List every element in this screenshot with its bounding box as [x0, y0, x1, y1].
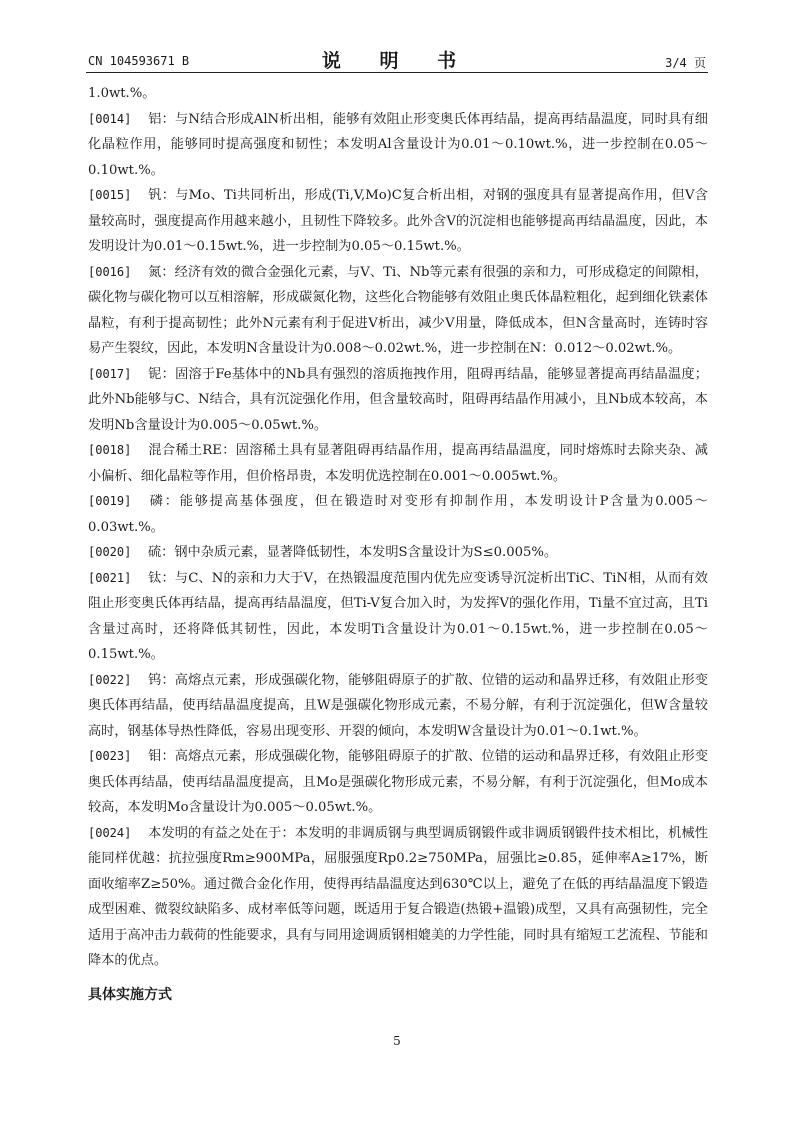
paragraph-text: 硫：钢中杂质元素，显著降低韧性，本发明S含量设计为S≤0.005%。 [148, 545, 558, 560]
paragraph-0024 [88, 821, 708, 974]
header-rule [86, 72, 708, 73]
paragraph-number: [0017] [88, 366, 132, 381]
paragraph-0023 [88, 744, 708, 821]
page-number: 5 [393, 1034, 401, 1048]
page-count: 3/4 页 [665, 56, 706, 70]
page-header [88, 42, 706, 72]
paragraph-text: 铝：与N结合形成AlN析出相，能够有效阻止形变奥氏体再结晶，提高再结晶温度，同时具有细化晶粒作用，能够同时提高强度和韧性；本发明Al含量设计为0.01～0.10wt.%，进一步控制在0.05～0.10wt.%。 [88, 111, 708, 178]
paragraph-number: [0023] [88, 749, 132, 763]
paragraph-0016 [88, 260, 708, 362]
paragraph-0019 [88, 489, 708, 540]
paragraph-number: [0018] [88, 443, 132, 457]
paragraph-0021 [88, 566, 708, 668]
paragraph-text: 混合稀土RE：固溶稀土具有显著阻碍再结晶作用，提高再结晶温度，同时熔炼时去除夹杂、减小偏析、细化晶粒等作用，但价格昂贵，本发明优选控制在0.001～0.005wt.%。 [88, 443, 708, 484]
paragraph-number: [0022] [88, 672, 132, 687]
paragraph-number: [0014] [88, 111, 132, 126]
paragraph-text: 钨：高熔点元素，形成强碳化物，能够阻碍原子的扩散、位错的运动和晶界迁移，有效阻止形变奥氏体再结晶，使再结晶温度提高，且W是强碳化物形成元素，不易分解，有利于沉淀强化，但W含量较高时，钢基体导热性降低，容易出现变形、开裂的倾向，本发明W含量设计为0.01～0.1wt.%。 [88, 672, 708, 739]
paragraph-0018 [88, 438, 708, 489]
paragraph-number: [0020] [88, 545, 132, 559]
paragraph-0022 [88, 668, 708, 745]
paragraph-text: 氮：经济有效的微合金强化元素，与V、Ti、Nb等元素有很强的亲和力，可形成稳定的间隙相，碳化物与碳化物可以互相溶解，形成碳氮化物，这些化合物能够有效阻止奥氏体晶粒粗化，起到细化铁素体晶粒，有利于提高韧性；此外N元素有利于促进V析出，减少V用量，降低成本，但N含量高时，连铸时容易产生裂纹，因此，本发明N含量设计为0.008～0.02wt.%，进一步控制在N：0.012～0.02wt.%。 [88, 264, 708, 356]
paragraph-0014 [88, 107, 708, 184]
paragraph-text: 钒：与Mo、Ti共同析出，形成(Ti,V,Mo)C复合析出相，对钢的强度具有显著提高作用，但V含量较高时，强度提高作用越来越小，且韧性下降较多。此外含V的沉淀相也能够提高再结晶温度，因此，本发明设计为0.01～0.15wt.%，进一步控制为0.05～0.15wt.%。 [88, 188, 708, 254]
paragraph-number: [0015] [88, 188, 132, 202]
paragraph-number: [0021] [88, 570, 132, 585]
patent-number: CN 104593671 B [88, 54, 190, 68]
paragraph-number: [0024] [88, 825, 132, 840]
paragraph-0017 [88, 362, 708, 439]
paragraph-number: [0016] [88, 264, 132, 279]
section-heading: 具体实施方式 [88, 987, 172, 1003]
paragraph-number: [0019] [88, 494, 132, 508]
document-title: 说 明 书 [321, 50, 473, 72]
lead-text: 1.0wt.%。 [88, 86, 156, 101]
paragraph-text: 铌：固溶于Fe基体中的Nb具有强烈的溶质拖拽作用，阻碍再结晶，能够显著提高再结晶温度；此外Nb能够与C、N结合，具有沉淀强化作用，但含量较高时，阻碍再结晶作用减小，且Nb成本较高，本发明Nb含量设计为0.005～0.05wt.%。 [88, 366, 708, 433]
paragraph-text: 钛：与C、N的亲和力大于V，在热锻温度范围内优先应变诱导沉淀析出TiC、TiN相，从而有效阻止形变奥氏体再结晶，提高再结晶温度，但Ti-V复合加入时，为发挥V的强化作用，Ti量不宜过高，且Ti含量过高时，还将降低其韧性，因此，本发明Ti含量设计为0.01～0.15wt.%，进一步控制在0.05～0.15wt.%。 [88, 570, 708, 662]
paragraph-text: 钼：高熔点元素，形成强碳化物，能够阻碍原子的扩散、位错的运动和晶界迁移，有效阻止形变奥氏体再结晶，使再结晶温度提高，且Mo是强碳化物形成元素，不易分解，有利于沉淀强化，但Mo成本较高，本发明Mo含量设计为0.005～0.05wt.%。 [88, 749, 708, 815]
paragraph-0015 [88, 183, 708, 260]
paragraph-0020 [88, 540, 708, 566]
paragraph-text: 本发明的有益之处在于：本发明的非调质钢与典型调质钢锻件或非调质钢锻件技术相比，机械性能同样优越：抗拉强度Rm≥900MPa，屈服强度Rp0.2≥750MPa，屈强比≥0.85，延伸率A≥17%，断面收缩率Z≥50%。通过微合金化作用，使得再结晶温度达到630℃以上，避免了在低的再结晶温度下锻造成型困难、微裂纹缺陷多、成材率低等问题，既适用于复合锻造(热锻+温锻)成型，又具有高强韧性，完全适用于高冲击力载荷的性能要求，具有与同用途调质钢相媲美的力学性能，同时具有缩短工艺流程、节能和降本的优点。 [88, 825, 708, 968]
paragraph-text: 磷：能够提高基体强度，但在锻造时对变形有抑制作用，本发明设计P含量为0.005～0.03wt.%。 [88, 494, 708, 535]
document-body [88, 81, 708, 974]
